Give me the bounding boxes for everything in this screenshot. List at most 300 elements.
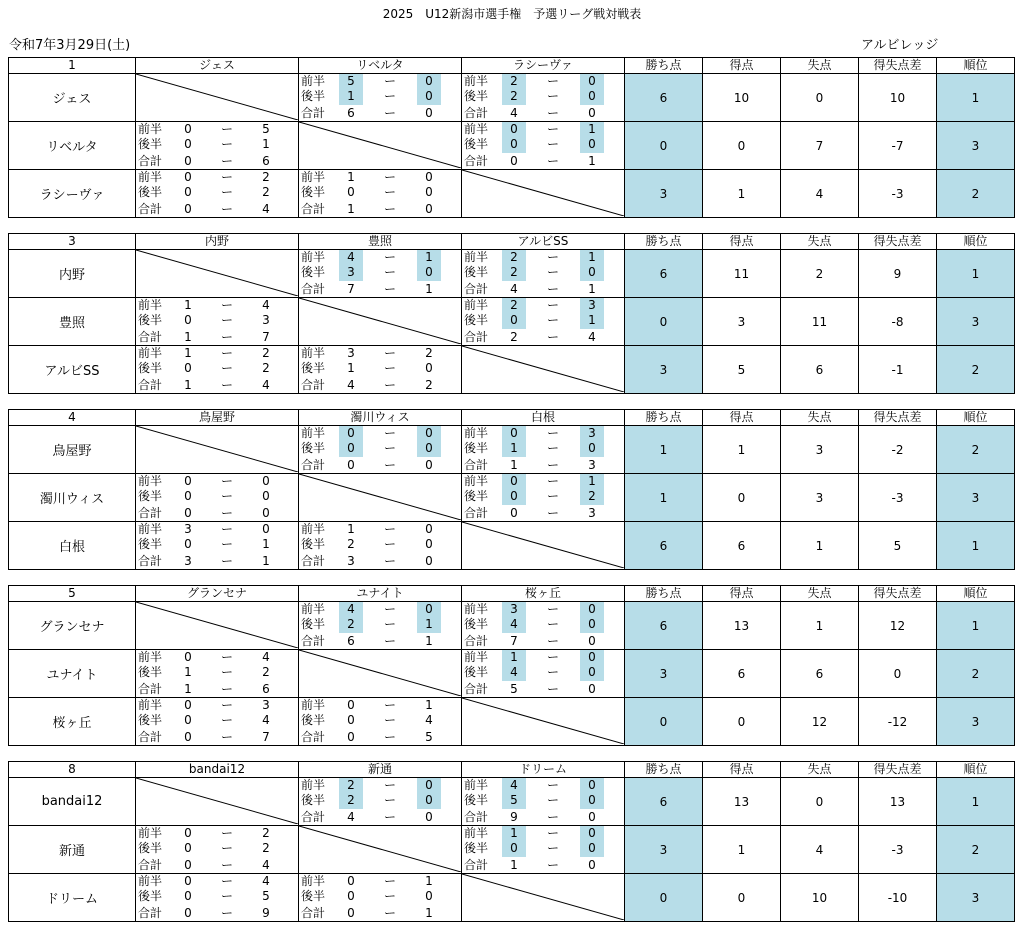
- away-goals: 1: [588, 282, 596, 296]
- stat-goal-diff: 9: [859, 250, 937, 298]
- stat-rank: 1: [937, 250, 1015, 298]
- period-label: 前半: [138, 826, 163, 840]
- away-goals: 1: [425, 906, 433, 920]
- away-goals: 0: [588, 634, 596, 648]
- home-goals: 0: [184, 713, 192, 727]
- score-line-first: [299, 778, 461, 793]
- score-line-first: [136, 874, 298, 889]
- home-goals: 4: [502, 617, 526, 633]
- period-label: 合計: [301, 106, 326, 120]
- match-score-cell: [299, 874, 462, 922]
- period-label: 後半: [138, 841, 163, 855]
- score-line-total: [299, 201, 461, 217]
- score-line-first: [299, 346, 461, 361]
- header-points: 勝ち点: [625, 410, 703, 426]
- away-goals: 0: [425, 185, 433, 199]
- score-dash: ー: [546, 841, 559, 855]
- team-header: 鳥屋野: [136, 410, 299, 426]
- header-ga: 失点: [781, 410, 859, 426]
- stat-rank: 3: [937, 122, 1015, 170]
- stat-rank: 2: [937, 650, 1015, 698]
- score-line-second: [136, 361, 298, 377]
- match-score-cell: [462, 778, 625, 826]
- home-goals: 1: [347, 170, 355, 184]
- period-label: 合計: [464, 154, 489, 168]
- stat-rank: 1: [937, 778, 1015, 826]
- stat-goals-against: 7: [781, 122, 859, 170]
- score-dash: ー: [220, 682, 233, 696]
- score-dash: ー: [220, 713, 233, 727]
- score-dash: ー: [220, 154, 233, 168]
- header-gf: 得点: [703, 58, 781, 74]
- score-line-second: [299, 265, 461, 281]
- home-goals: 1: [502, 826, 526, 841]
- home-goals: 0: [502, 122, 526, 137]
- score-dash: ー: [383, 441, 396, 455]
- self-match-cell: [299, 122, 462, 170]
- period-label: 合計: [464, 282, 489, 296]
- away-goals: 0: [262, 489, 270, 503]
- score-line-total: [462, 857, 624, 873]
- group-number: 5: [9, 586, 136, 602]
- period-label: 前半: [464, 426, 489, 440]
- away-goals: 5: [262, 122, 270, 136]
- away-goals: 0: [417, 778, 441, 793]
- score-line-total: [136, 857, 298, 873]
- home-goals: 2: [502, 89, 526, 105]
- team-name: リベルタ: [9, 122, 136, 170]
- away-goals: 0: [580, 650, 604, 665]
- score-dash: ー: [220, 537, 233, 551]
- away-goals: 0: [425, 202, 433, 216]
- score-line-total: [136, 729, 298, 745]
- score-dash: ー: [220, 698, 233, 712]
- stat-goals-for: 0: [703, 874, 781, 922]
- away-goals: 7: [262, 730, 270, 744]
- stat-goal-diff: -3: [859, 170, 937, 218]
- team-header: ドリーム: [462, 762, 625, 778]
- score-line-first: [462, 602, 624, 617]
- score-dash: ー: [546, 474, 559, 488]
- match-score-cell: [136, 522, 299, 570]
- score-line-first: [299, 874, 461, 889]
- period-label: 前半: [464, 602, 489, 616]
- team-name: 鳥屋野: [9, 426, 136, 474]
- stat-goals-for: 1: [703, 826, 781, 874]
- score-dash: ー: [546, 778, 559, 792]
- match-score-cell: [136, 298, 299, 346]
- period-label: 前半: [138, 650, 163, 664]
- score-line-first: [462, 826, 624, 841]
- home-goals: 0: [184, 730, 192, 744]
- away-goals: 0: [588, 810, 596, 824]
- home-goals: 1: [502, 441, 526, 457]
- home-goals: 1: [502, 650, 526, 665]
- header-ga: 失点: [781, 58, 859, 74]
- score-dash: ー: [220, 650, 233, 664]
- score-dash: ー: [546, 682, 559, 696]
- period-label: 前半: [301, 874, 326, 888]
- score-dash: ー: [383, 346, 396, 360]
- home-goals: 4: [347, 810, 355, 824]
- away-goals: 6: [262, 154, 270, 168]
- stat-goal-diff: 10: [859, 74, 937, 122]
- stat-points: 6: [625, 250, 703, 298]
- self-match-cell: [462, 170, 625, 218]
- match-date: 令和7年3月29日(土): [9, 38, 131, 53]
- stat-goal-diff: 12: [859, 602, 937, 650]
- period-label: 後半: [301, 713, 326, 727]
- stat-goals-against: 0: [781, 778, 859, 826]
- period-label: 後半: [138, 361, 163, 375]
- score-line-second: [299, 185, 461, 201]
- away-goals: 2: [262, 170, 270, 184]
- away-goals: 0: [580, 265, 604, 281]
- group-number: 1: [9, 58, 136, 74]
- away-goals: 3: [580, 298, 604, 313]
- score-line-second: [299, 361, 461, 377]
- period-label: 合計: [464, 330, 489, 344]
- home-goals: 0: [184, 361, 192, 375]
- stat-rank: 2: [937, 170, 1015, 218]
- score-line-total: [136, 505, 298, 521]
- period-label: 合計: [301, 378, 326, 392]
- away-goals: 3: [262, 313, 270, 327]
- period-label: 後半: [301, 265, 326, 279]
- score-line-total: [462, 809, 624, 825]
- score-dash: ー: [383, 698, 396, 712]
- stat-goal-diff: -10: [859, 874, 937, 922]
- match-score-cell: [136, 346, 299, 394]
- home-goals: 3: [339, 265, 363, 281]
- match-score-cell: [299, 74, 462, 122]
- score-dash: ー: [546, 650, 559, 664]
- self-match-cell: [299, 826, 462, 874]
- score-line-second: [299, 793, 461, 809]
- period-label: 前半: [138, 298, 163, 312]
- home-goals: 3: [347, 554, 355, 568]
- score-line-first: [299, 426, 461, 441]
- away-goals: 2: [262, 185, 270, 199]
- home-goals: 0: [339, 426, 363, 441]
- score-line-total: [299, 377, 461, 393]
- header-gd: 得失点差: [859, 762, 937, 778]
- score-line-first: [136, 298, 298, 313]
- period-label: 後半: [464, 89, 489, 103]
- score-dash: ー: [546, 298, 559, 312]
- score-dash: ー: [546, 265, 559, 279]
- stat-goal-diff: 13: [859, 778, 937, 826]
- away-goals: 5: [425, 730, 433, 744]
- group-number: 3: [9, 234, 136, 250]
- period-label: 合計: [138, 154, 163, 168]
- home-goals: 2: [510, 330, 518, 344]
- stat-rank: 3: [937, 298, 1015, 346]
- score-dash: ー: [220, 474, 233, 488]
- stat-goals-for: 1: [703, 170, 781, 218]
- away-goals: 0: [425, 361, 433, 375]
- home-goals: 4: [339, 250, 363, 265]
- stat-goal-diff: -8: [859, 298, 937, 346]
- score-dash: ー: [220, 298, 233, 312]
- stat-rank: 1: [937, 522, 1015, 570]
- home-goals: 6: [347, 106, 355, 120]
- stat-points: 6: [625, 602, 703, 650]
- match-score-cell: [299, 346, 462, 394]
- score-dash: ー: [546, 282, 559, 296]
- stat-goals-for: 5: [703, 346, 781, 394]
- home-goals: 0: [184, 489, 192, 503]
- stat-points: 3: [625, 650, 703, 698]
- score-dash: ー: [546, 602, 559, 616]
- period-label: 前半: [464, 122, 489, 136]
- score-line-total: [462, 281, 624, 297]
- score-line-total: [299, 905, 461, 921]
- home-goals: 1: [184, 378, 192, 392]
- team-name: 濁川ウィス: [9, 474, 136, 522]
- home-goals: 0: [184, 650, 192, 664]
- period-label: 合計: [138, 506, 163, 520]
- period-label: 合計: [138, 378, 163, 392]
- home-goals: 0: [502, 489, 526, 505]
- score-line-total: [136, 377, 298, 393]
- score-dash: ー: [546, 458, 559, 472]
- period-label: 前半: [301, 346, 326, 360]
- stat-goal-diff: 0: [859, 650, 937, 698]
- header-points: 勝ち点: [625, 762, 703, 778]
- match-score-cell: [462, 122, 625, 170]
- home-goals: 0: [347, 185, 355, 199]
- match-score-cell: [136, 874, 299, 922]
- period-label: 前半: [301, 522, 326, 536]
- header-ga: 失点: [781, 234, 859, 250]
- away-goals: 1: [580, 474, 604, 489]
- away-goals: 9: [262, 906, 270, 920]
- team-name: アルビSS: [9, 346, 136, 394]
- score-line-total: [462, 681, 624, 697]
- home-goals: 0: [347, 730, 355, 744]
- score-dash: ー: [383, 282, 396, 296]
- home-goals: 0: [510, 154, 518, 168]
- score-dash: ー: [383, 537, 396, 551]
- score-dash: ー: [220, 122, 233, 136]
- score-line-first: [299, 698, 461, 713]
- period-label: 前半: [301, 250, 326, 264]
- score-line-total: [299, 729, 461, 745]
- period-label: 後半: [464, 441, 489, 455]
- team-header: 内野: [136, 234, 299, 250]
- score-dash: ー: [220, 874, 233, 888]
- period-label: 合計: [464, 506, 489, 520]
- home-goals: 1: [184, 346, 192, 360]
- away-goals: 0: [580, 617, 604, 633]
- score-line-first: [136, 346, 298, 361]
- period-label: 前半: [138, 122, 163, 136]
- home-goals: 0: [502, 841, 526, 857]
- home-goals: 2: [339, 793, 363, 809]
- score-dash: ー: [546, 106, 559, 120]
- period-label: 前半: [464, 250, 489, 264]
- stat-goals-for: 1: [703, 426, 781, 474]
- away-goals: 4: [262, 298, 270, 312]
- score-line-total: [462, 633, 624, 649]
- score-line-second: [136, 137, 298, 153]
- stat-points: 0: [625, 298, 703, 346]
- away-goals: 0: [580, 89, 604, 105]
- team-header: グランセナ: [136, 586, 299, 602]
- score-dash: ー: [546, 330, 559, 344]
- period-label: 合計: [138, 858, 163, 872]
- score-dash: ー: [383, 793, 396, 807]
- match-score-cell: [462, 74, 625, 122]
- score-line-second: [136, 489, 298, 505]
- home-goals: 0: [347, 874, 355, 888]
- score-dash: ー: [546, 313, 559, 327]
- header-rank: 順位: [937, 410, 1015, 426]
- header-ga: 失点: [781, 762, 859, 778]
- self-match-cell: [299, 474, 462, 522]
- score-dash: ー: [383, 906, 396, 920]
- away-goals: 0: [262, 506, 270, 520]
- team-header: 白根: [462, 410, 625, 426]
- away-goals: 2: [262, 665, 270, 679]
- score-dash: ー: [383, 889, 396, 903]
- away-goals: 0: [588, 858, 596, 872]
- score-dash: ー: [546, 506, 559, 520]
- period-label: 合計: [301, 634, 326, 648]
- stat-goals-against: 6: [781, 346, 859, 394]
- home-goals: 2: [347, 537, 355, 551]
- score-dash: ー: [546, 250, 559, 264]
- home-goals: 1: [184, 682, 192, 696]
- stat-goals-against: 4: [781, 826, 859, 874]
- home-goals: 0: [184, 170, 192, 184]
- away-goals: 4: [262, 202, 270, 216]
- score-dash: ー: [220, 522, 233, 536]
- home-goals: 0: [184, 185, 192, 199]
- period-label: 前半: [138, 346, 163, 360]
- stat-goals-against: 0: [781, 74, 859, 122]
- away-goals: 0: [580, 441, 604, 457]
- home-goals: 0: [339, 441, 363, 457]
- period-label: 後半: [301, 441, 326, 455]
- team-name: 新通: [9, 826, 136, 874]
- stat-goal-diff: 5: [859, 522, 937, 570]
- stat-rank: 3: [937, 474, 1015, 522]
- stat-goals-against: 3: [781, 426, 859, 474]
- away-goals: 2: [262, 826, 270, 840]
- home-goals: 2: [339, 617, 363, 633]
- score-dash: ー: [220, 730, 233, 744]
- group-number: 4: [9, 410, 136, 426]
- period-label: 前半: [138, 874, 163, 888]
- away-goals: 4: [588, 330, 596, 344]
- team-header: 豊照: [299, 234, 462, 250]
- stat-goals-for: 0: [703, 698, 781, 746]
- home-goals: 1: [184, 298, 192, 312]
- score-line-total: [462, 329, 624, 345]
- score-dash: ー: [546, 617, 559, 631]
- home-goals: 1: [184, 330, 192, 344]
- away-goals: 0: [588, 106, 596, 120]
- score-line-second: [136, 185, 298, 201]
- stat-goals-against: 2: [781, 250, 859, 298]
- stat-goals-against: 1: [781, 602, 859, 650]
- score-dash: ー: [383, 730, 396, 744]
- home-goals: 5: [510, 682, 518, 696]
- period-label: 後半: [301, 185, 326, 199]
- home-goals: 1: [339, 89, 363, 105]
- header-points: 勝ち点: [625, 234, 703, 250]
- away-goals: 0: [425, 889, 433, 903]
- stat-goals-against: 10: [781, 874, 859, 922]
- score-line-total: [136, 905, 298, 921]
- home-goals: 0: [184, 906, 192, 920]
- home-goals: 0: [347, 458, 355, 472]
- score-line-second: [136, 665, 298, 681]
- stat-goals-for: 3: [703, 298, 781, 346]
- score-dash: ー: [383, 202, 396, 216]
- away-goals: 4: [262, 858, 270, 872]
- stat-goals-for: 13: [703, 778, 781, 826]
- period-label: 前半: [464, 826, 489, 840]
- home-goals: 0: [184, 841, 192, 855]
- stat-goals-against: 6: [781, 650, 859, 698]
- team-header: bandai12: [136, 762, 299, 778]
- stat-rank: 2: [937, 826, 1015, 874]
- away-goals: 0: [417, 793, 441, 809]
- match-score-cell: [136, 474, 299, 522]
- header-rank: 順位: [937, 762, 1015, 778]
- away-goals: 1: [262, 137, 270, 151]
- stat-rank: 3: [937, 698, 1015, 746]
- period-label: 合計: [301, 458, 326, 472]
- score-line-total: [462, 153, 624, 169]
- header-gf: 得点: [703, 762, 781, 778]
- team-name: 豊照: [9, 298, 136, 346]
- self-match-cell: [462, 874, 625, 922]
- score-line-second: [136, 841, 298, 857]
- stat-points: 1: [625, 426, 703, 474]
- period-label: 前半: [301, 602, 326, 616]
- home-goals: 0: [184, 858, 192, 872]
- home-goals: 0: [184, 137, 192, 151]
- score-dash: ー: [546, 858, 559, 872]
- period-label: 後半: [464, 489, 489, 503]
- period-label: 後半: [138, 313, 163, 327]
- score-line-total: [299, 809, 461, 825]
- home-goals: 0: [510, 506, 518, 520]
- score-dash: ー: [546, 441, 559, 455]
- away-goals: 2: [580, 489, 604, 505]
- stat-points: 6: [625, 778, 703, 826]
- away-goals: 0: [425, 810, 433, 824]
- away-goals: 5: [262, 889, 270, 903]
- self-match-cell: [136, 74, 299, 122]
- away-goals: 0: [425, 522, 433, 536]
- score-line-total: [299, 633, 461, 649]
- period-label: 後半: [301, 361, 326, 375]
- match-score-cell: [136, 698, 299, 746]
- score-line-first: [136, 122, 298, 137]
- away-goals: 3: [262, 698, 270, 712]
- score-line-total: [299, 105, 461, 121]
- period-label: 後半: [464, 137, 489, 151]
- match-score-cell: [299, 170, 462, 218]
- stat-goal-diff: -3: [859, 474, 937, 522]
- score-dash: ー: [383, 361, 396, 375]
- stat-goal-diff: -7: [859, 122, 937, 170]
